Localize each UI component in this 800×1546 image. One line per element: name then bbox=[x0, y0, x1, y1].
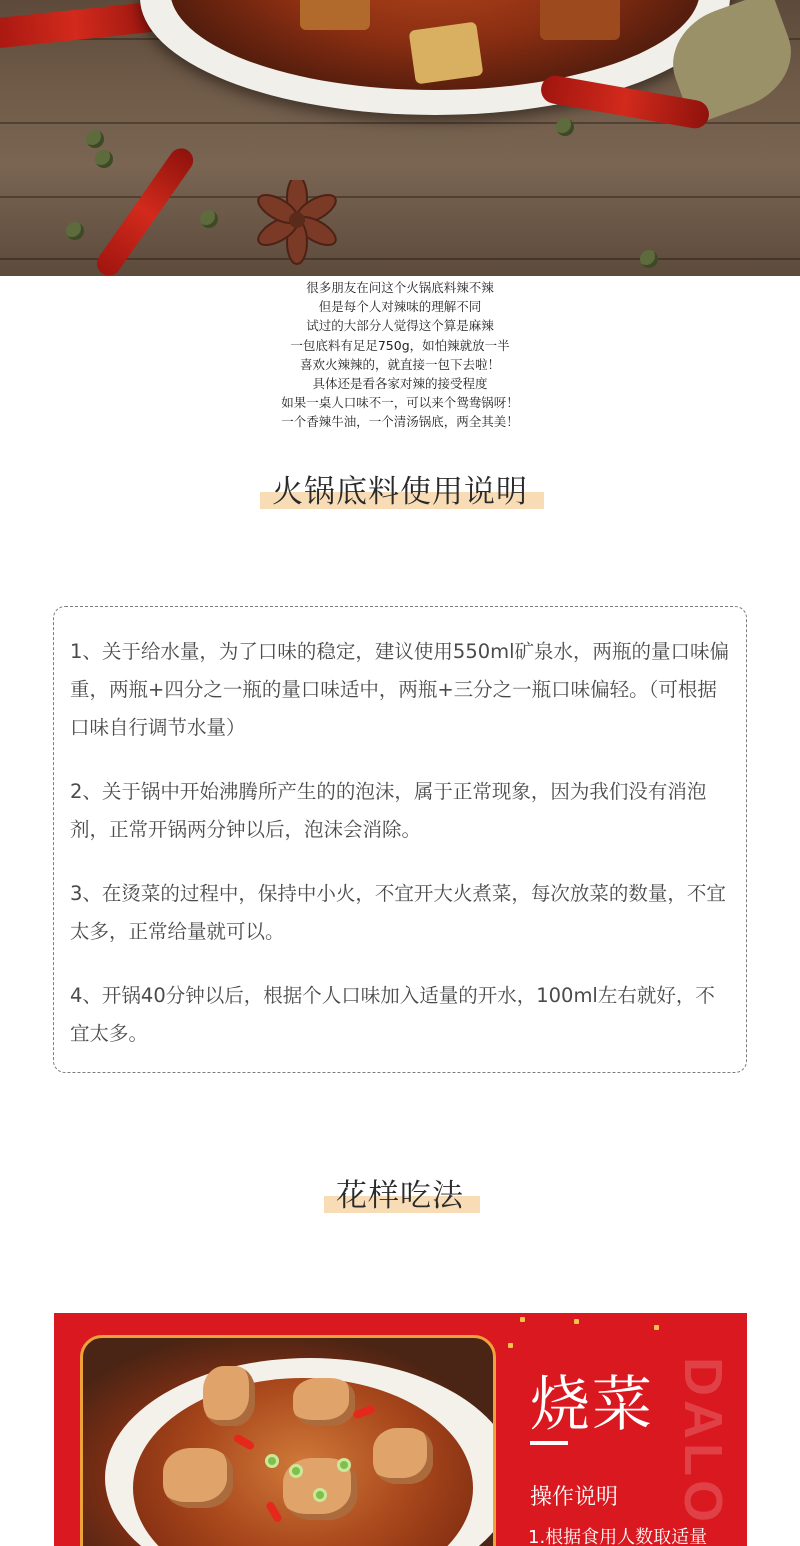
dish-photo bbox=[80, 1335, 496, 1546]
instruction-item: 2、关于锅中开始沸腾所产生的的泡沫，属于正常现象，因为我们没有消泡剂，正常开锅两分钟以后，泡沫会消除。 bbox=[70, 780, 707, 841]
section-heading-recipes bbox=[0, 1170, 800, 1215]
star-anise bbox=[222, 180, 372, 276]
card-step: 1.根据食用人数取适量 bbox=[528, 1527, 708, 1546]
intro-line: 试过的大部分人觉得这个算是麻辣 bbox=[306, 318, 494, 334]
heading-text: 花样吃法 bbox=[336, 1178, 464, 1214]
title-divider bbox=[530, 1441, 568, 1445]
instructions-box bbox=[53, 606, 747, 1073]
section-heading-usage bbox=[0, 466, 800, 511]
instruction-item: 1、关于给水量，为了口味的稳定，建议使用550ml矿泉水，两瓶的量口味偏重，两瓶+四分之一瓶的量口味适中，两瓶+三分之一瓶口味偏轻。（可根据口味自行调节水量） bbox=[70, 640, 730, 739]
intro-line: 一个香辣牛油，一个清汤锅底，两全其美！ bbox=[281, 414, 519, 430]
intro-line: 但是每个人对辣味的理解不同 bbox=[318, 299, 482, 315]
recipe-card-braise bbox=[54, 1313, 747, 1546]
hero-photo bbox=[0, 0, 800, 276]
intro-line: 如果一桌人口味不一，可以来个鸳鸯锅呀！ bbox=[281, 395, 519, 411]
intro-line: 具体还是看各家对辣的接受程度 bbox=[312, 376, 488, 392]
card-subtitle: 操作说明 bbox=[530, 1485, 619, 1510]
intro-text bbox=[0, 278, 800, 432]
instruction-item: 3、在烫菜的过程中，保持中小火，不宜开大火煮菜，每次放菜的数量，不宜太多，正常给量就可以。 bbox=[70, 882, 726, 943]
intro-line: 喜欢火辣辣的，就直接一包下去啦！ bbox=[299, 356, 500, 372]
instruction-item: 4、开锅40分钟以后，根据个人口味加入适量的开水，100ml左右就好，不宜太多。 bbox=[70, 984, 715, 1045]
intro-line: 很多朋友在问这个火锅底料辣不辣 bbox=[306, 280, 494, 295]
intro-line: 一包底料有足足750g，如怕辣就放一半 bbox=[290, 337, 510, 353]
brand-watermark: DALO bbox=[673, 1357, 733, 1526]
heading-text: 火锅底料使用说明 bbox=[272, 474, 528, 510]
card-title: 烧菜 bbox=[530, 1370, 654, 1440]
